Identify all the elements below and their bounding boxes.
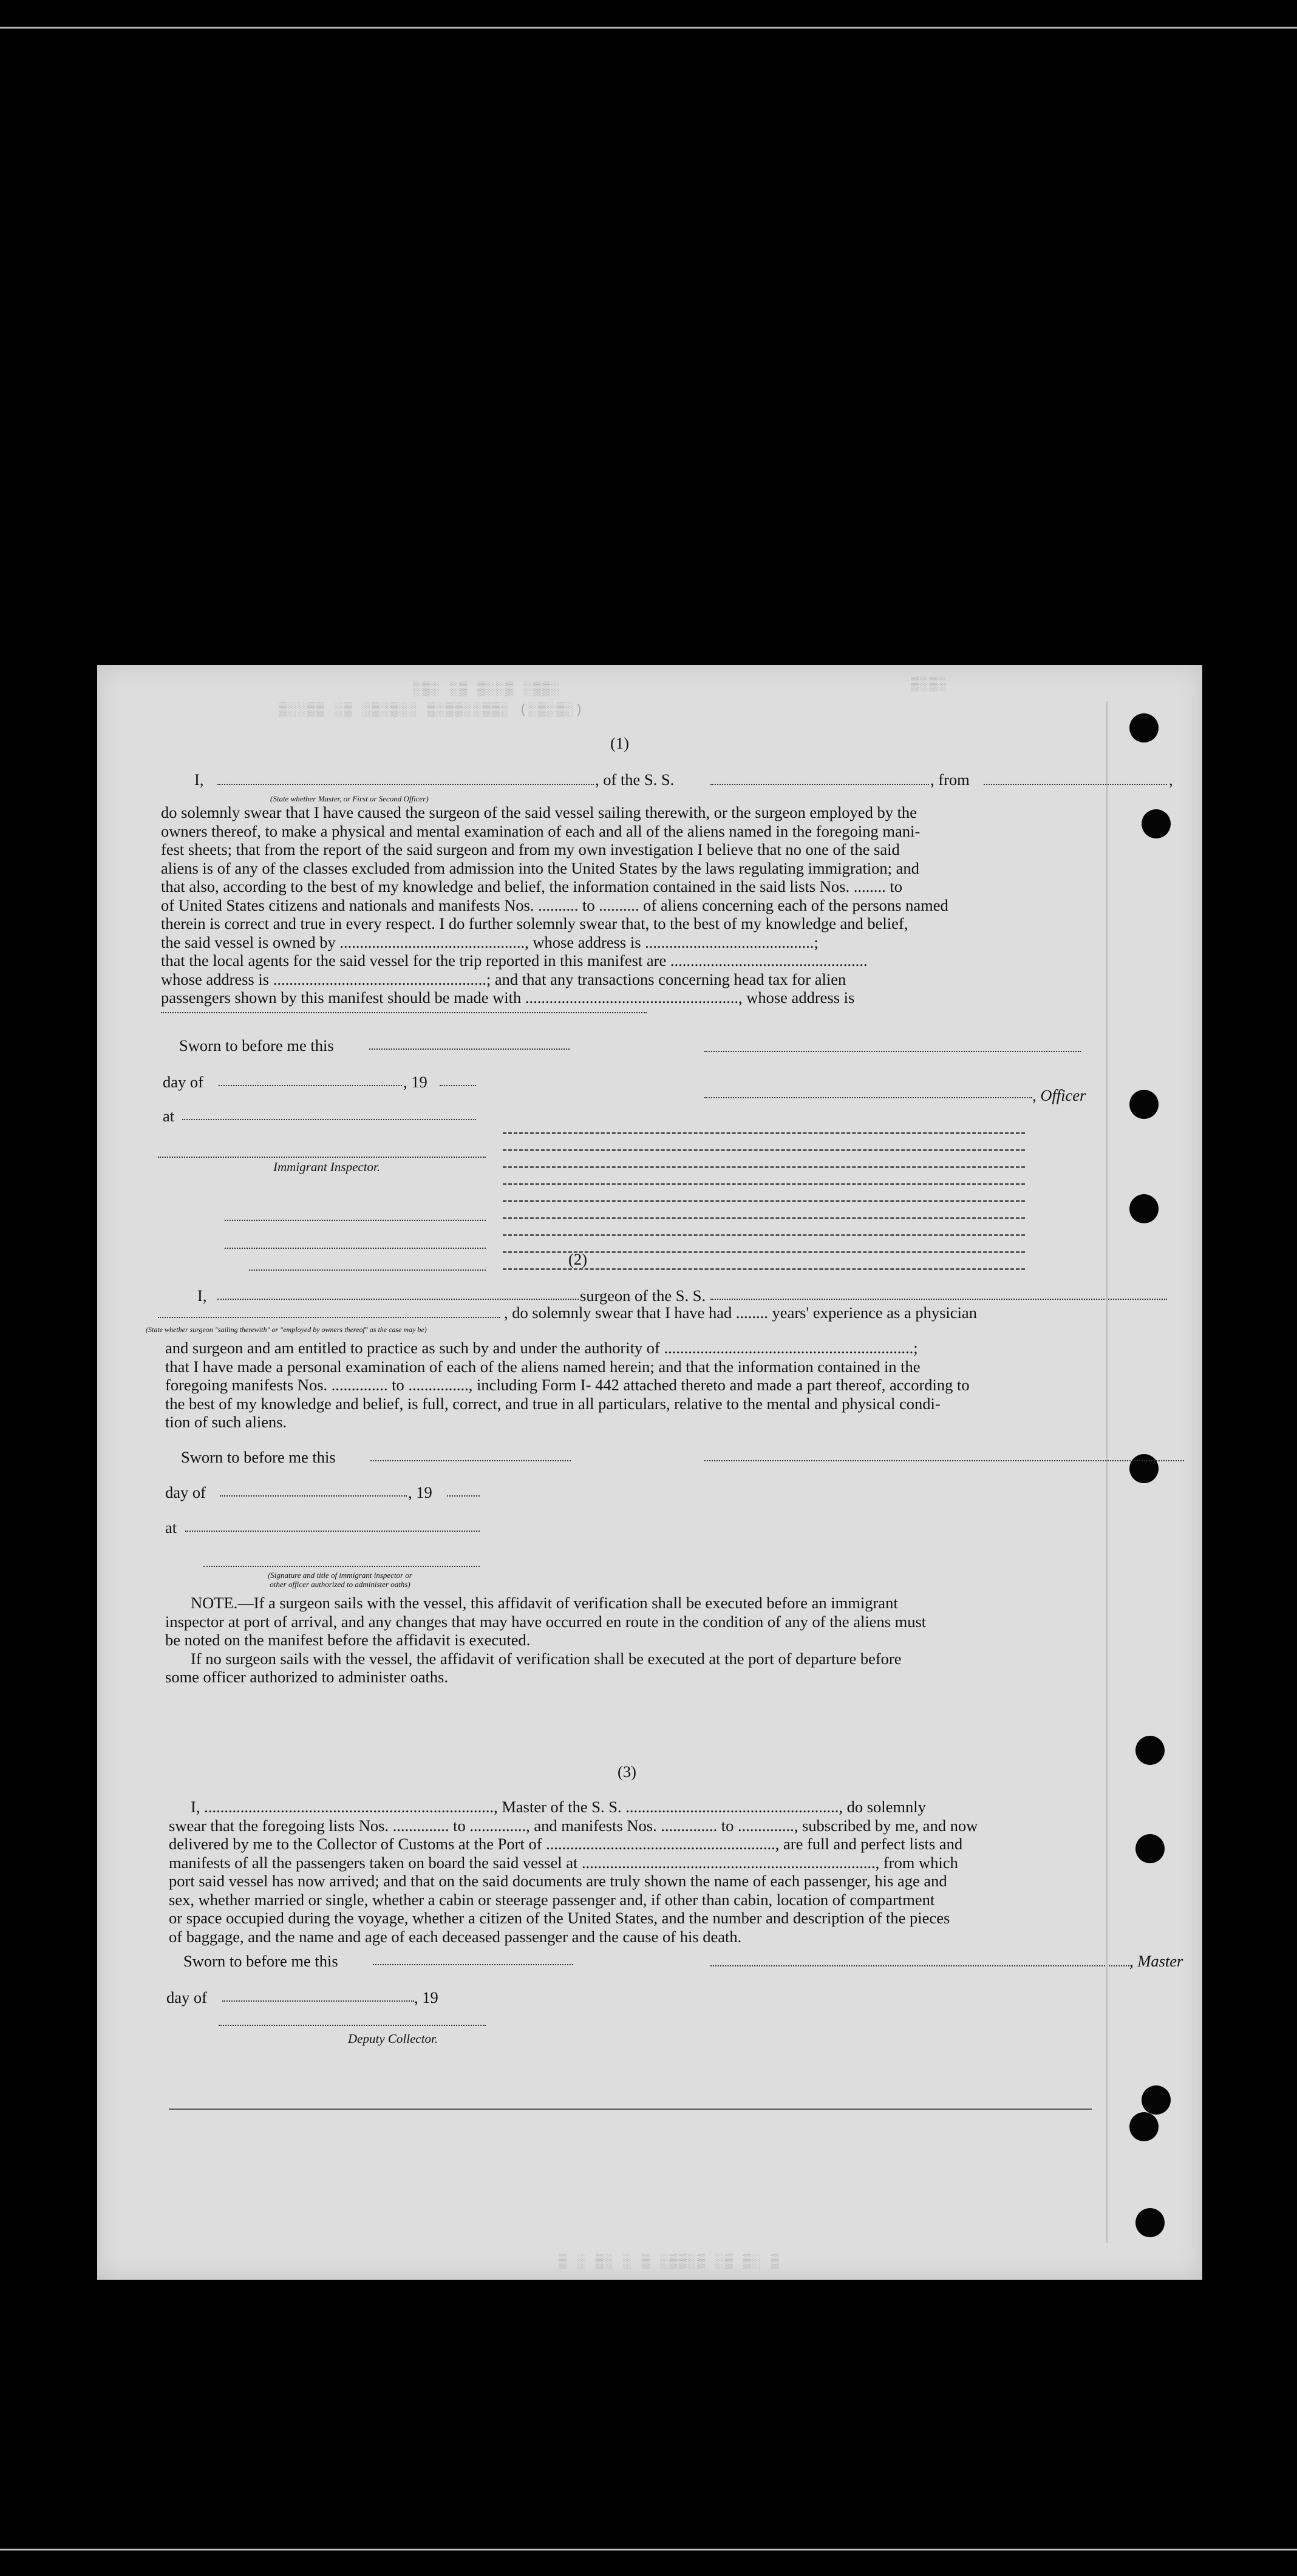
punch-hole [1129, 1090, 1159, 1119]
section-1-from: , from [930, 770, 970, 789]
oath-line: the best of my knowledge and belief, is full, correct, and true in all particulars, relative to the mental and physical condi- [165, 1394, 941, 1413]
immigrant-inspector-label: Immigrant Inspector. [273, 1160, 381, 1174]
day-of-label: day of [166, 1988, 207, 2007]
oath-line: that the local agents for the said vessel for the trip reported in this manifest are ................................................. [161, 951, 868, 970]
blank-day [220, 1495, 407, 1497]
punch-hole [1135, 2208, 1165, 2237]
bottom-rule [169, 2109, 1092, 2110]
blank-sworn-date [370, 1460, 571, 1461]
blank-line [225, 1248, 486, 1249]
year-label: , 19 [403, 1073, 427, 1091]
oath-line: manifests of all the passengers taken on board the said vessel at ........................................................................., from which [169, 1853, 958, 1872]
oath-line: do solemnly swear that I have caused the surgeon of the said vessel sailing therewith, or the surgeon employed by the [161, 803, 917, 821]
blank-from-port [984, 784, 1167, 785]
oath-line: swear that the foregoing lists Nos. .............. to .............., and manifests Nos. .............. to .............., subscribed by me, and now [169, 1816, 978, 1835]
oath-line: fest sheets; that from the report of the said surgeon and from my own investigation I believe that no one of the said [161, 840, 900, 858]
oath-line: I, ........................................................................, Master of the S. S. ....................................................., do solemnly [191, 1798, 926, 1816]
blank-signature [704, 1051, 1081, 1052]
section-1-number: (1) [610, 734, 629, 752]
day-of-label: day of [165, 1483, 206, 1501]
blank-at [185, 1531, 480, 1532]
section-1-of-ss: , of the S. S. [595, 770, 675, 789]
dashed-line [503, 1132, 1025, 1134]
blank-deputy-signature [219, 2025, 486, 2026]
blank-officer [704, 1097, 1032, 1098]
note-line: some officer authorized to administer oaths. [165, 1668, 449, 1686]
oath-line: therein is correct and true in every respect. I do further solemnly swear that, to the best of my knowledge and belief, [161, 914, 908, 933]
blank-surgeon-signature [704, 1460, 1184, 1461]
oath-line: and surgeon and am entitled to practice as such by and under the authority of ..............................................................; [165, 1339, 918, 1357]
oath-line: passengers shown by this manifest should be made with ....................................................., whose address is [161, 988, 855, 1007]
blank-inspector-signature [158, 1157, 486, 1158]
blank-address [161, 1012, 647, 1013]
master-label: , Master [1129, 1952, 1183, 1970]
punch-hole [1142, 2085, 1171, 2115]
dashed-line [503, 1217, 1025, 1219]
blank-master-name [217, 784, 594, 785]
oath-line: aliens is of any of the classes excluded from admission into the United States by the laws regulating immigration; and [161, 858, 919, 877]
dashed-line [503, 1268, 1025, 1270]
bleed-through-header: ░▒░ ░▒ ▒░░▒ ░▒▒░ [413, 682, 561, 697]
blank-day [219, 1085, 402, 1086]
punch-hole [1129, 1194, 1159, 1223]
note-line: If no surgeon sails with the vessel, the affidavit of verification shall be executed at the port of departure before [191, 1649, 902, 1668]
master-caption: (State whether Master, or First or Second Officer) [270, 794, 429, 803]
signature-caption-line: other officer authorized to administer oaths) [270, 1580, 410, 1589]
manifest-document-page [97, 665, 1202, 2280]
punch-hole [1129, 2112, 1159, 2141]
oath-line: port said vessel has now arrived; and that on the said documents are truly shown the name of each passenger, his age and [169, 1872, 947, 1890]
section-1-oath-text [161, 803, 1185, 1007]
section-1-comma: , [1169, 770, 1173, 789]
oath-line: that also, according to the best of my knowledge and belief, the information contained in the said lists Nos. ........ to [161, 877, 902, 895]
dashed-line [503, 1183, 1025, 1185]
blank-line [225, 1220, 486, 1221]
note-text [165, 1594, 1185, 1687]
oath-line: the said vessel is owned by .............................................., whose address is ..........................................; [161, 933, 819, 951]
oath-line: of United States citizens and nationals and manifests Nos. .......... to .......... of aliens concerning each of the persons named [161, 895, 948, 914]
dashed-line [503, 1234, 1025, 1236]
deputy-collector-label: Deputy Collector. [348, 2031, 438, 2046]
punch-hole [1129, 713, 1159, 743]
day-of-label: day of [163, 1073, 203, 1091]
bleed-through-header: ▒░░▒▒ ░▒ ░▒░▒░░ ▒░▒▒░░▒▒░ (░▒░▒░) [279, 702, 584, 718]
blank-sworn-date [373, 1964, 573, 1965]
blank-surgeon-status [158, 1317, 500, 1318]
right-margin-rule [1106, 701, 1108, 2243]
section-2-number: (2) [568, 1250, 587, 1268]
year-label: , 19 [414, 1988, 438, 2007]
blank-master-signature [710, 1965, 1129, 1966]
dashed-line [503, 1200, 1025, 1202]
section-1-i: I, [194, 770, 204, 789]
note-line: NOTE.—If a surgeon sails with the vessel, this affidavit of verification shall be executed before an immigrant [191, 1594, 898, 1612]
oath-line: whose address is .....................................................; and that any transactions concerning head tax for alien [161, 970, 846, 988]
blank-year [447, 1495, 480, 1497]
blank-year [440, 1085, 476, 1086]
blank-inspector-signature [203, 1566, 480, 1567]
bleed-through-stamp: ▒░▒░ [911, 677, 948, 692]
top-border-line [0, 27, 1297, 29]
surgeon-of-ss: surgeon of the S. S. [580, 1286, 706, 1305]
oath-line: that I have made a personal examination of each of the aliens named herein; and that the information contained in the [165, 1357, 921, 1376]
surgeon-caption: (State whether surgeon "sailing therewith" or "employed by owners thereof" as the case may be) [146, 1325, 427, 1334]
at-label: at [163, 1107, 175, 1125]
section-2-oath-text [165, 1339, 1185, 1432]
signature-caption [225, 1571, 455, 1589]
officer-label: , Officer [1032, 1086, 1086, 1104]
oath-line: sex, whether married or single, whether a cabin or steerage passenger and, if other than cabin, location of compartment [169, 1890, 935, 1909]
note-line: inspector at port of arrival, and any changes that may have occurred en route in the condition of any of the aliens must [165, 1612, 927, 1631]
dashed-line [503, 1166, 1025, 1168]
punch-hole [1135, 1736, 1165, 1765]
note-line: be noted on the manifest before the affidavit is executed. [165, 1631, 531, 1649]
year-label: , 19 [408, 1483, 432, 1501]
dashed-line [503, 1149, 1025, 1151]
blank-surgeon-vessel [710, 1299, 1167, 1300]
blank-sworn-date [369, 1048, 570, 1050]
section-3-oath-text [169, 1798, 1186, 1946]
sworn-label: Sworn to before me this [183, 1952, 338, 1970]
oath-line: foregoing manifests Nos. .............. to ..............., including Form I- 442 attached thereto and made a part thereof, according to [165, 1376, 970, 1394]
signature-caption-line: (Signature and title of immigrant inspector or [268, 1571, 412, 1580]
blank-surgeon-name [217, 1299, 579, 1300]
oath-line: of baggage, and the name and age of each deceased passenger and the cause of his death. [169, 1927, 742, 1946]
years-experience-line: , do solemnly swear that I have had ........ years' experience as a physician [504, 1303, 977, 1322]
bottom-border-line [0, 2549, 1297, 2551]
oath-line: delivered by me to the Collector of Customs at the Port of ........................................................., are full and perfect lists and [169, 1835, 963, 1853]
bleed-through-footer: ▒ ░ ▒░ ░ ▒ ░▒▒░▒ ░▒ ▒░ ▒ [559, 2254, 780, 2269]
blank-line [249, 1269, 486, 1271]
oath-line: tion of such aliens. [165, 1413, 287, 1431]
blank-vessel-name [710, 784, 929, 785]
section-3-number: (3) [618, 1762, 636, 1781]
section-2-i: I, [197, 1286, 207, 1305]
blank-at [182, 1119, 476, 1120]
blank-day [222, 2000, 414, 2002]
punch-hole [1129, 1454, 1159, 1483]
sworn-label: Sworn to before me this [181, 1448, 336, 1466]
oath-line: or space occupied during the voyage, whether a citizen of the United States, and the number and description of the pieces [169, 1909, 950, 1927]
at-label: at [165, 1518, 177, 1537]
oath-line: owners thereof, to make a physical and mental examination of each and all of the aliens named in the foregoing mani- [161, 821, 921, 840]
sworn-label: Sworn to before me this [179, 1036, 334, 1055]
